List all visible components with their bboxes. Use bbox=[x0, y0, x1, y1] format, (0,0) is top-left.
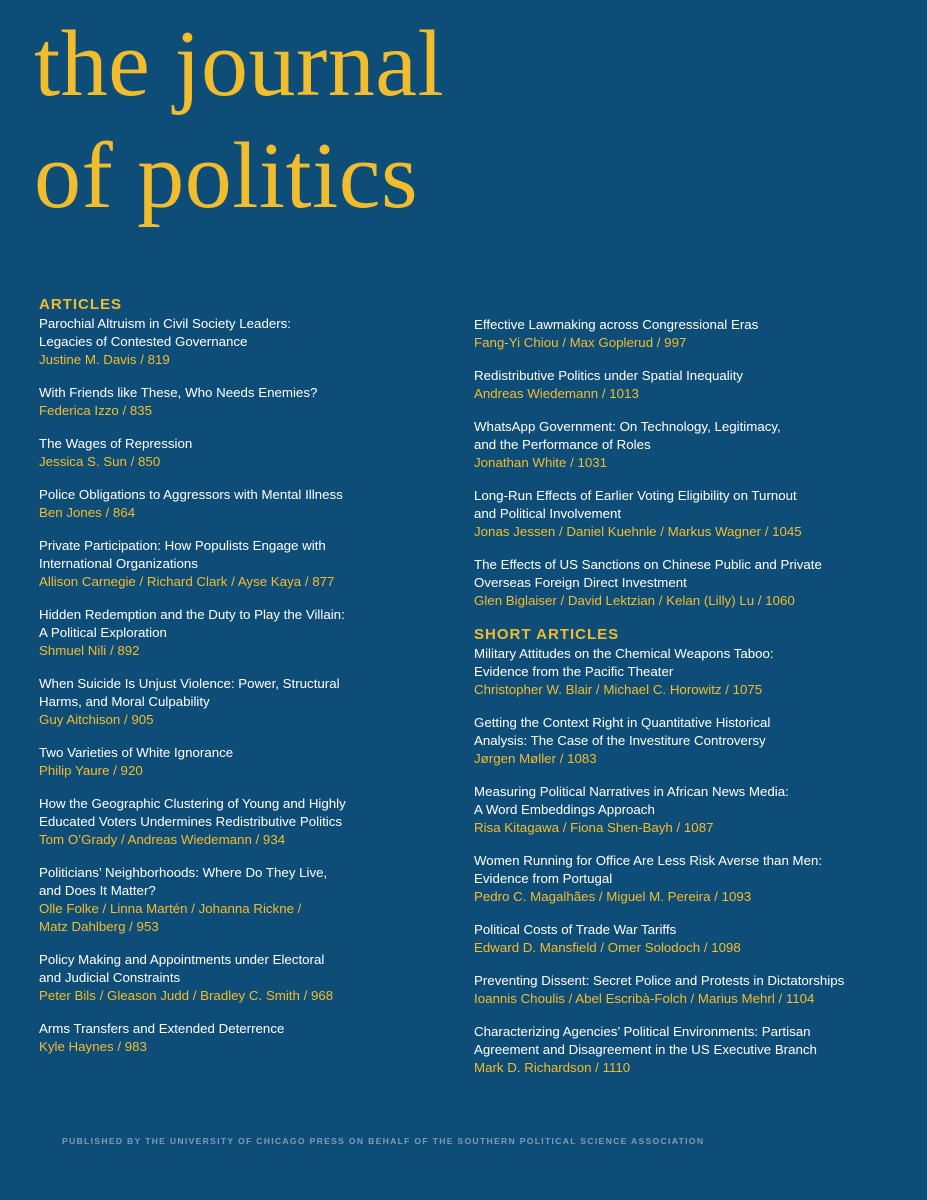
article-title-line: Measuring Political Narratives in African News Media: bbox=[474, 784, 789, 799]
article-title-line: Characterizing Agencies’ Political Environments: Partisan bbox=[474, 1024, 811, 1039]
article-authors-line: Jørgen Møller / 1083 bbox=[474, 751, 597, 766]
article-entry bbox=[39, 315, 449, 369]
article-title-line: Private Participation: How Populists Engage with bbox=[39, 538, 326, 553]
article-entry bbox=[39, 951, 449, 1005]
article-entry bbox=[474, 556, 904, 610]
article-title-line: and Does It Matter? bbox=[39, 883, 156, 898]
article-authors-line: Jessica S. Sun / 850 bbox=[39, 454, 161, 469]
article-title-line: Parochial Altruism in Civil Society Leaders: bbox=[39, 316, 292, 331]
article-authors-line: Philip Yaure / 920 bbox=[39, 763, 143, 778]
publisher-footer: PUBLISHED BY THE UNIVERSITY OF CHICAGO PRESS ON BEHALF OF THE SOUTHERN POLITICAL SCIENCE ASSOCIATION bbox=[62, 1136, 705, 1146]
article-authors-line: Federica Izzo / 835 bbox=[39, 403, 153, 418]
article-entry bbox=[39, 795, 449, 849]
article-entry bbox=[474, 972, 904, 1008]
article-title-line: Political Costs of Trade War Tariffs bbox=[474, 922, 677, 937]
article-authors-line: Guy Aitchison / 905 bbox=[39, 712, 154, 727]
article-title-line: A Word Embeddings Approach bbox=[474, 802, 655, 817]
article-entry bbox=[39, 864, 449, 936]
article-authors-line: Edward D. Mansfield / Omer Solodoch / 1098 bbox=[474, 940, 741, 955]
article-authors-line: Shmuel Nili / 892 bbox=[39, 643, 140, 658]
article-entry bbox=[39, 606, 449, 660]
article-authors-line: Ben Jones / 864 bbox=[39, 505, 136, 520]
articles-list-left bbox=[39, 315, 449, 1056]
article-title-line: Politicians’ Neighborhoods: Where Do They Live, bbox=[39, 865, 328, 880]
article-entry bbox=[39, 537, 449, 591]
article-authors-line: Matz Dahlberg / 953 bbox=[39, 919, 159, 934]
article-title-line: and the Performance of Roles bbox=[474, 437, 651, 452]
article-title-line: Redistributive Politics under Spatial Inequality bbox=[474, 368, 744, 383]
article-authors-line: Tom O’Grady / Andreas Wiedemann / 934 bbox=[39, 832, 286, 847]
article-authors-line: Risa Kitagawa / Fiona Shen-Bayh / 1087 bbox=[474, 820, 714, 835]
article-title-line: How the Geographic Clustering of Young and Highly bbox=[39, 796, 346, 811]
article-title-line: Educated Voters Undermines Redistributive Politics bbox=[39, 814, 343, 829]
article-title-line: International Organizations bbox=[39, 556, 198, 571]
article-authors-line: Olle Folke / Linna Martén / Johanna Rickne / bbox=[39, 901, 302, 916]
article-title-line: Two Varieties of White Ignorance bbox=[39, 745, 234, 760]
articles-list-right bbox=[474, 316, 904, 610]
article-title-line: Preventing Dissent: Secret Police and Protests in Dictatorships bbox=[474, 973, 845, 988]
article-title-line: The Effects of US Sanctions on Chinese Public and Private bbox=[474, 557, 822, 572]
article-authors-line: Peter Bils / Gleason Judd / Bradley C. Smith / 968 bbox=[39, 988, 334, 1003]
article-title-line: Getting the Context Right in Quantitative Historical bbox=[474, 715, 771, 730]
article-title-line: and Political Involvement bbox=[474, 506, 622, 521]
article-title-line: Policy Making and Appointments under Electoral bbox=[39, 952, 325, 967]
article-title-line: Harms, and Moral Culpability bbox=[39, 694, 210, 709]
article-authors-line: Mark D. Richardson / 1110 bbox=[474, 1060, 631, 1075]
article-entry bbox=[474, 418, 904, 472]
article-title-line: Analysis: The Case of the Investiture Controversy bbox=[474, 733, 766, 748]
article-title-line: Police Obligations to Aggressors with Mental Illness bbox=[39, 487, 343, 502]
article-entry bbox=[474, 921, 904, 957]
article-title-line: Overseas Foreign Direct Investment bbox=[474, 575, 687, 590]
short-articles-list bbox=[474, 645, 904, 1077]
article-authors-line: Jonathan White / 1031 bbox=[474, 455, 608, 470]
article-authors-line: Fang-Yi Chiou / Max Goplerud / 997 bbox=[474, 335, 687, 350]
article-entry bbox=[474, 783, 904, 837]
article-entry bbox=[39, 675, 449, 729]
article-entry bbox=[39, 744, 449, 780]
article-title-line: Long-Run Effects of Earlier Voting Eligibility on Turnout bbox=[474, 488, 797, 503]
article-entry bbox=[39, 435, 449, 471]
article-entry bbox=[39, 486, 449, 522]
article-title-line: Evidence from the Pacific Theater bbox=[474, 664, 674, 679]
article-title-line: When Suicide Is Unjust Violence: Power, Structural bbox=[39, 676, 340, 691]
article-title-line: The Wages of Repression bbox=[39, 436, 193, 451]
article-title-line: Hidden Redemption and the Duty to Play the Villain: bbox=[39, 607, 345, 622]
article-authors-line: Allison Carnegie / Richard Clark / Ayse Kaya / 877 bbox=[39, 574, 335, 589]
right-column bbox=[474, 293, 904, 1092]
article-entry bbox=[39, 384, 449, 420]
journal-title-line: the journal bbox=[34, 12, 445, 116]
article-title-line: Legacies of Contested Governance bbox=[39, 334, 248, 349]
article-title-line: Agreement and Disagreement in the US Executive Branch bbox=[474, 1042, 817, 1057]
article-entry bbox=[474, 367, 904, 403]
article-entry bbox=[474, 714, 904, 768]
left-column bbox=[39, 293, 449, 1071]
short-articles-heading: SHORT ARTICLES bbox=[474, 626, 620, 643]
article-title-line: Women Running for Office Are Less Risk Averse than Men: bbox=[474, 853, 823, 868]
article-title-line: Effective Lawmaking across Congressional Eras bbox=[474, 317, 759, 332]
journal-title-line: of politics bbox=[34, 124, 419, 228]
article-title-line: and Judicial Constraints bbox=[39, 970, 181, 985]
article-entry bbox=[39, 1020, 449, 1056]
article-title-line: WhatsApp Government: On Technology, Legitimacy, bbox=[474, 419, 781, 434]
article-authors-line: Glen Biglaiser / David Lektzian / Kelan (Lilly) Lu / 1060 bbox=[474, 593, 795, 608]
article-title-line: A Political Exploration bbox=[39, 625, 167, 640]
article-authors-line: Kyle Haynes / 983 bbox=[39, 1039, 147, 1054]
article-authors-line: Christopher W. Blair / Michael C. Horowitz / 1075 bbox=[474, 682, 763, 697]
article-title-line: Evidence from Portugal bbox=[474, 871, 613, 886]
article-title-line: With Friends like These, Who Needs Enemies? bbox=[39, 385, 318, 400]
article-title-line: Arms Transfers and Extended Deterrence bbox=[39, 1021, 285, 1036]
article-entry bbox=[474, 487, 904, 541]
article-authors-line: Andreas Wiedemann / 1013 bbox=[474, 386, 639, 401]
article-entry bbox=[474, 645, 904, 699]
article-authors-line: Justine M. Davis / 819 bbox=[39, 352, 170, 367]
journal-title bbox=[34, 8, 444, 232]
article-entry bbox=[474, 1023, 904, 1077]
articles-heading: ARTICLES bbox=[39, 296, 122, 313]
article-authors-line: Ioannis Choulis / Abel Escribà-Folch / Marius Mehrl / 1104 bbox=[474, 991, 815, 1006]
article-entry bbox=[474, 316, 904, 352]
article-authors-line: Pedro C. Magalhães / Miguel M. Pereira / 1093 bbox=[474, 889, 752, 904]
article-entry bbox=[474, 852, 904, 906]
article-authors-line: Jonas Jessen / Daniel Kuehnle / Markus Wagner / 1045 bbox=[474, 524, 802, 539]
article-title-line: Military Attitudes on the Chemical Weapons Taboo: bbox=[474, 646, 774, 661]
